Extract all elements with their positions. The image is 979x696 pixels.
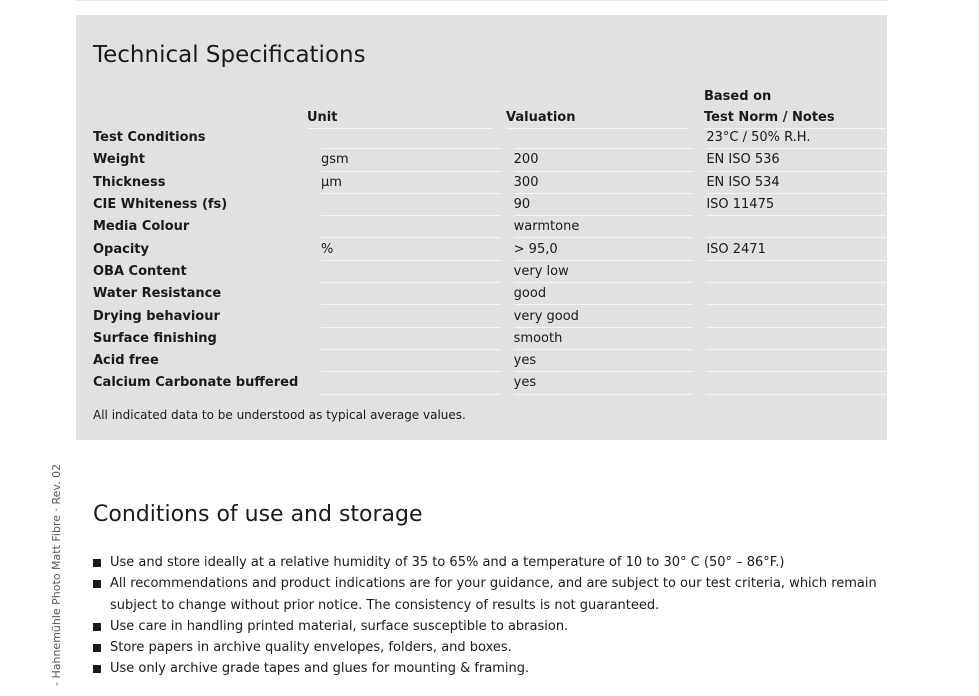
spec-label: Calcium Carbonate buffered [93, 375, 299, 391]
spec-row [93, 260, 886, 282]
spec-norm [706, 283, 886, 305]
spec-value: smooth [514, 327, 694, 349]
spec-value [514, 127, 694, 149]
spec-gap [501, 349, 514, 371]
condition-item [93, 637, 893, 658]
condition-item [93, 552, 893, 573]
condition-text: Use only archive grade tapes and glues for mounting & framing. [110, 661, 530, 677]
spec-gap [308, 283, 321, 305]
spec-gap [693, 216, 706, 238]
spec-norm [706, 372, 886, 394]
spec-value: > 95,0 [514, 238, 694, 260]
spec-norm [706, 305, 886, 327]
conditions-title: Conditions of use and storage [93, 502, 423, 527]
spec-unit [321, 260, 501, 282]
valuation-column-header: Valuation [506, 108, 688, 129]
spec-label: Test Conditions [93, 130, 206, 146]
spec-row [93, 216, 886, 238]
spec-gap [501, 260, 514, 282]
spec-norm [706, 260, 886, 282]
spec-unit [321, 305, 501, 327]
spec-label: Surface finishing [93, 330, 217, 346]
spec-norm: EN ISO 536 [706, 149, 886, 171]
test-norm-column-header: Test Norm / Notes [704, 108, 886, 129]
spec-label: OBA Content [93, 263, 187, 279]
spec-label: Acid free [93, 353, 159, 369]
spec-norm [706, 327, 886, 349]
spec-gap [308, 327, 321, 349]
spec-unit [321, 372, 501, 394]
spec-gap [308, 171, 321, 193]
specifications-table-body [93, 127, 886, 394]
spec-value: yes [514, 372, 694, 394]
spec-gap [693, 193, 706, 215]
spec-label: CIE Whiteness (fs) [93, 197, 228, 213]
specifications-table [93, 127, 886, 395]
square-bullet-icon [93, 559, 101, 567]
spec-value: good [514, 283, 694, 305]
condition-text: Use care in handling printed material, surface susceptible to abrasion. [110, 618, 569, 634]
spec-row [93, 171, 886, 193]
spec-row [93, 238, 886, 260]
spec-value: yes [514, 349, 694, 371]
spec-gap [693, 305, 706, 327]
spec-gap [693, 238, 706, 260]
spec-unit: µm [321, 171, 501, 193]
spec-gap [308, 372, 321, 394]
spec-label: Weight [93, 152, 145, 168]
document-side-label: - Hahnemühle Photo Matt Fibre · Rev. 02 [50, 463, 63, 686]
spec-gap [693, 283, 706, 305]
spec-gap [501, 372, 514, 394]
spec-unit [321, 283, 501, 305]
square-bullet-icon [93, 623, 101, 631]
spec-unit: % [321, 238, 501, 260]
spec-label: Drying behaviour [93, 308, 220, 324]
spec-gap [308, 305, 321, 327]
spec-gap [308, 260, 321, 282]
spec-gap [501, 238, 514, 260]
spec-unit [321, 127, 501, 149]
spec-value: very low [514, 260, 694, 282]
spec-gap [693, 171, 706, 193]
spec-gap [308, 193, 321, 215]
spec-norm [706, 349, 886, 371]
spec-value: 90 [514, 193, 694, 215]
spec-value: very good [514, 305, 694, 327]
spec-norm: ISO 2471 [706, 238, 886, 260]
spec-value: warmtone [514, 216, 694, 238]
condition-item [93, 573, 893, 616]
specs-title: Technical Specifications [93, 42, 366, 68]
square-bullet-icon [93, 665, 101, 673]
page-top-rule [76, 0, 887, 1]
spec-norm: EN ISO 534 [706, 171, 886, 193]
spec-row [93, 305, 886, 327]
spec-norm: ISO 11475 [706, 193, 886, 215]
spec-row [93, 127, 886, 149]
spec-gap [501, 127, 514, 149]
spec-gap [501, 216, 514, 238]
spec-gap [308, 238, 321, 260]
square-bullet-icon [93, 580, 101, 588]
spec-value: 200 [514, 149, 694, 171]
spec-label: Media Colour [93, 219, 190, 235]
spec-norm: 23°C / 50% R.H. [706, 127, 886, 149]
condition-text: Use and store ideally at a relative humidity of 35 to 65% and a temperature of 10 to 30° C (50° – 86°F.) [110, 555, 785, 570]
spec-gap [501, 327, 514, 349]
spec-label: Thickness [93, 174, 166, 190]
spec-norm [706, 216, 886, 238]
spec-row [93, 193, 886, 215]
spec-gap [693, 149, 706, 171]
spec-unit [321, 193, 501, 215]
spec-row [93, 372, 886, 394]
spec-label: Water Resistance [93, 286, 222, 302]
spec-label: Opacity [93, 241, 149, 257]
spec-gap [308, 149, 321, 171]
condition-item [93, 658, 893, 679]
spec-row [93, 149, 886, 171]
spec-value: 300 [514, 171, 694, 193]
spec-gap [693, 372, 706, 394]
based-on-header: Based on [704, 89, 772, 104]
spec-gap [693, 260, 706, 282]
spec-gap [308, 127, 321, 149]
spec-gap [693, 349, 706, 371]
conditions-list [93, 552, 893, 680]
specs-footnote: All indicated data to be understood as typical average values. [93, 408, 466, 422]
spec-unit: gsm [321, 149, 501, 171]
spec-gap [693, 327, 706, 349]
spec-gap [693, 127, 706, 149]
unit-column-header: Unit [307, 108, 493, 129]
technical-specifications-panel [76, 15, 887, 440]
spec-gap [501, 171, 514, 193]
spec-unit [321, 327, 501, 349]
spec-gap [308, 349, 321, 371]
spec-row [93, 283, 886, 305]
spec-unit [321, 216, 501, 238]
spec-gap [501, 149, 514, 171]
spec-row [93, 349, 886, 371]
spec-gap [501, 305, 514, 327]
spec-unit [321, 349, 501, 371]
condition-item [93, 616, 893, 637]
spec-gap [501, 193, 514, 215]
spec-gap [501, 283, 514, 305]
spec-row [93, 327, 886, 349]
spec-gap [308, 216, 321, 238]
condition-text: All recommendations and product indications are for your guidance, and are subject to our test criteria, which remain subject to change without prior notice. The consistency of results is not guaranteed. [110, 576, 877, 613]
condition-text: Store papers in archive quality envelopes, folders, and boxes. [110, 640, 512, 656]
square-bullet-icon [93, 644, 101, 652]
